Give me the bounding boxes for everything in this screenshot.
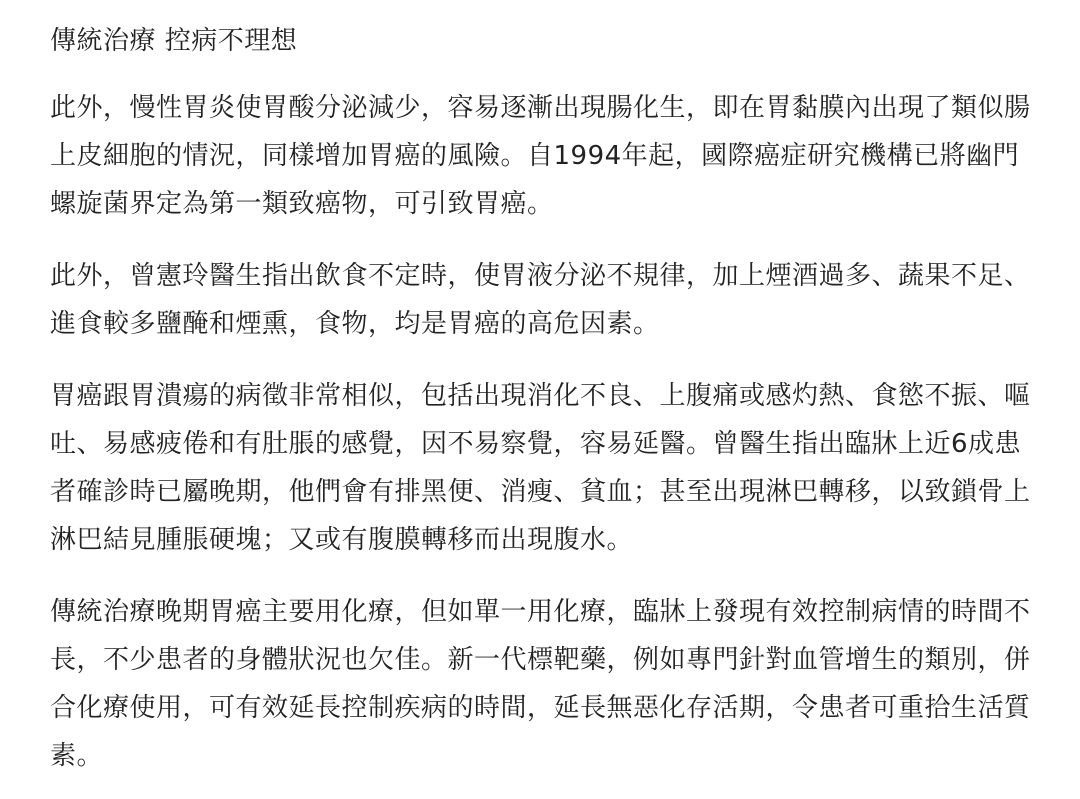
paragraph-treatment: 傳統治療晚期胃癌主要用化療，但如單一用化療，臨牀上發現有效控制病情的時間不長，不少患者的身體狀況也欠佳。新一代標靶藥，例如專門針對血管增生的類別，併合化療使用，可有效延長控制疾病的時間，延長無惡化存活期，令患者可重拾生活質素。 [50,597,1031,771]
section-heading: 傳統治療 控病不理想 [50,26,298,56]
paragraph-symptoms: 胃癌跟胃潰瘍的病徵非常相似，包括出現消化不良、上腹痛或感灼熱、食慾不振、嘔吐、易感疲倦和有肚脹的感覺，因不易察覺，容易延醫。曾醫生指出臨牀上近6成患者確診時已屬晚期，他們會有排黑便、消瘦、貧血；甚至出現淋巴轉移，以致鎖骨上淋巴結見腫脹硬塊；又或有腹膜轉移而出現腹水。 [50,381,1031,555]
paragraph-risk-factors: 此外，曾憲玲醫生指出飲食不定時，使胃液分泌不規律，加上煙酒過多、蔬果不足、進食較多鹽醃和煙熏，食物，均是胃癌的高危因素。 [50,261,1031,339]
paragraph-chronic-gastritis: 此外，慢性胃炎使胃酸分泌減少，容易逐漸出現腸化生，即在胃黏膜內出現了類似腸上皮細胞的情況，同樣增加胃癌的風險。自1994年起，國際癌症研究機構已將幽門螺旋菌界定為第一類致癌物，可引致胃癌。 [50,93,1031,219]
